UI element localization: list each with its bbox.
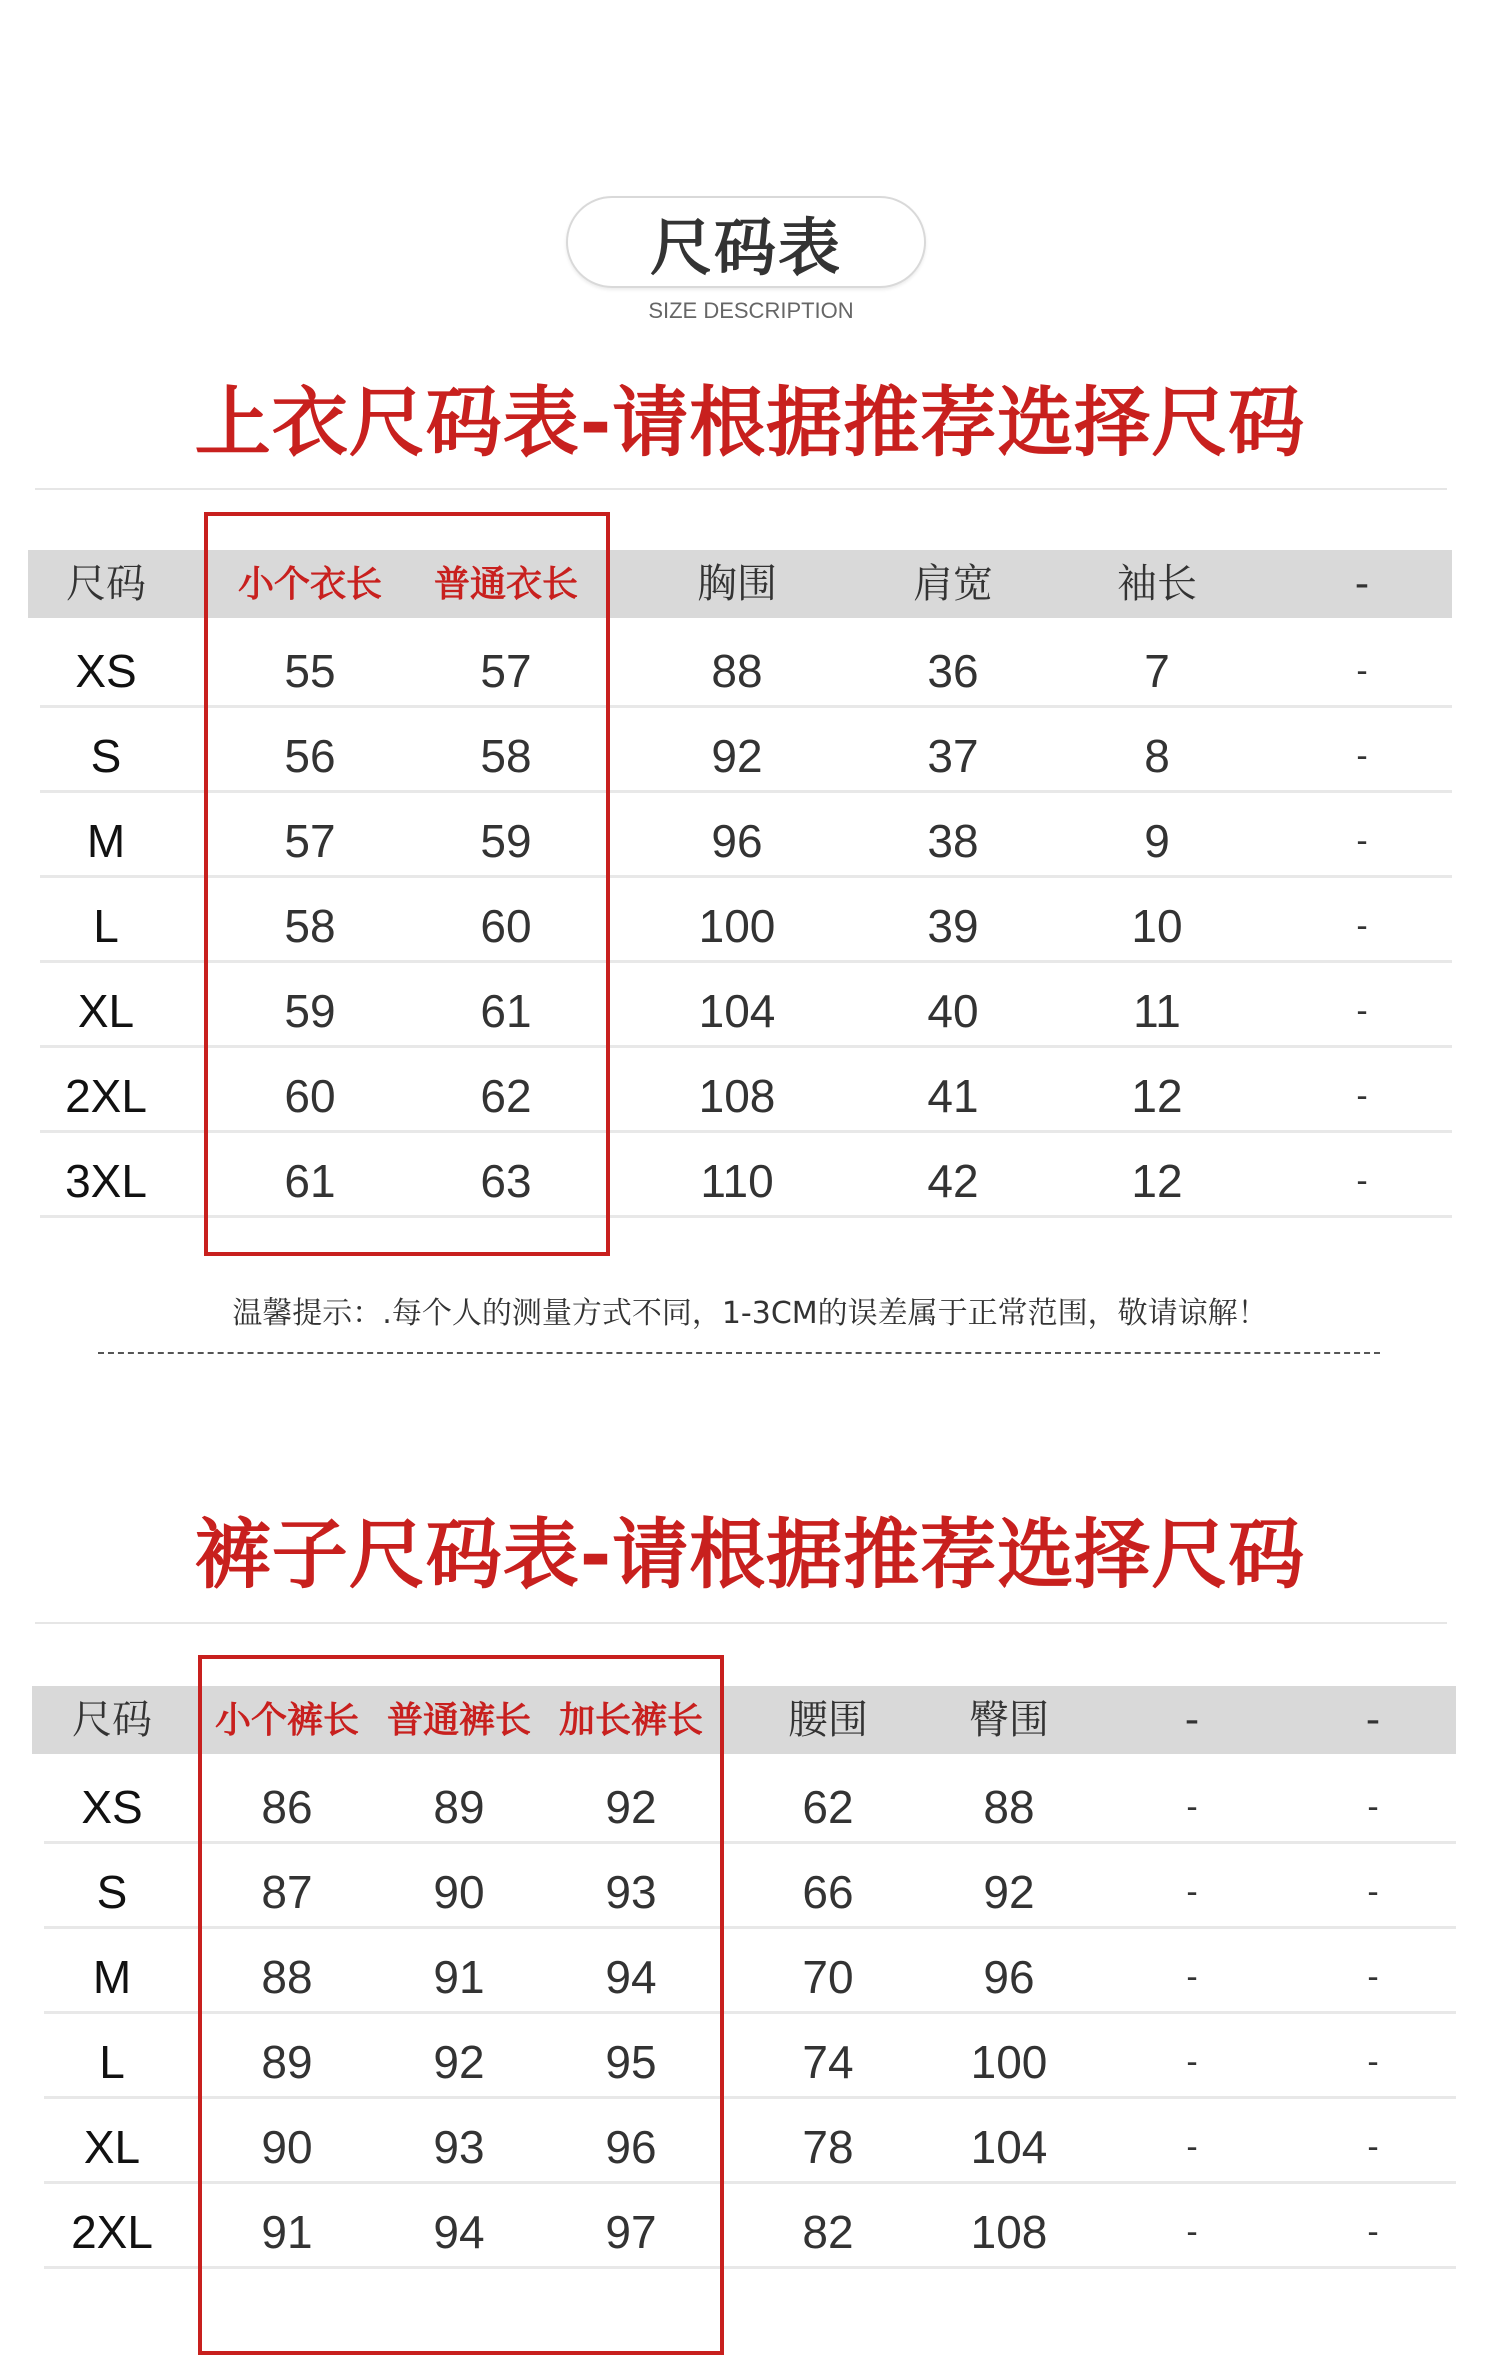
size-chart-title: 尺码表 bbox=[649, 210, 842, 284]
table-cell: - bbox=[1356, 652, 1368, 690]
table-cell: 100 bbox=[970, 2036, 1048, 2088]
size-label: XL bbox=[83, 2121, 141, 2173]
column-header: 普通裤长 bbox=[386, 1700, 532, 1741]
table-cell: 7 bbox=[1144, 645, 1170, 697]
table-cell: 56 bbox=[284, 730, 336, 782]
table-cell: 87 bbox=[261, 1866, 313, 1918]
table-cell: 10 bbox=[1131, 900, 1183, 952]
size-label: 2XL bbox=[65, 1070, 147, 1122]
column-header: 普通衣长 bbox=[433, 564, 579, 605]
table-cell: 92 bbox=[605, 1781, 657, 1833]
table-cell: 63 bbox=[480, 1155, 532, 1207]
table-cell: 41 bbox=[927, 1070, 979, 1122]
table-cell: 86 bbox=[261, 1781, 313, 1833]
table-cell: 61 bbox=[480, 985, 532, 1037]
table-cell: - bbox=[1186, 2043, 1198, 2081]
size-label: XS bbox=[75, 645, 137, 697]
measurement-note: 温馨提示：.每个人的测量方式不同，1-3CM的误差属于正常范围，敬请谅解！ bbox=[232, 1296, 1268, 1331]
size-chart-subtitle: SIZE DESCRIPTION bbox=[648, 298, 854, 323]
bottom-table-title: 裤子尺码表-请根据推荐选择尺码 bbox=[194, 1510, 1306, 1599]
size-label: 2XL bbox=[71, 2206, 153, 2258]
table-cell: 95 bbox=[605, 2036, 657, 2088]
table-cell: 57 bbox=[480, 645, 532, 697]
column-header: 加长裤长 bbox=[558, 1700, 704, 1741]
table-cell: - bbox=[1356, 1077, 1368, 1115]
table-cell: 66 bbox=[802, 1866, 854, 1918]
column-header: 尺码 bbox=[66, 561, 146, 607]
column-header: - bbox=[1365, 1697, 1381, 1743]
table-cell: 36 bbox=[927, 645, 979, 697]
table-cell: 11 bbox=[1133, 985, 1181, 1037]
table-cell: 90 bbox=[261, 2121, 313, 2173]
table-cell: 91 bbox=[261, 2206, 313, 2258]
table-cell: - bbox=[1186, 1958, 1198, 1996]
table-cell: 93 bbox=[433, 2121, 485, 2173]
table-cell: 38 bbox=[927, 815, 979, 867]
table-cell: - bbox=[1356, 737, 1368, 775]
table-cell: - bbox=[1367, 1958, 1379, 1996]
table-cell: - bbox=[1356, 822, 1368, 860]
table-cell: 12 bbox=[1131, 1070, 1183, 1122]
table-cell: 78 bbox=[802, 2121, 854, 2173]
table-cell: 55 bbox=[284, 645, 336, 697]
table-cell: 57 bbox=[284, 815, 336, 867]
table-cell: 88 bbox=[261, 1951, 313, 2003]
table-cell: 94 bbox=[605, 1951, 657, 2003]
table-cell: 9 bbox=[1144, 815, 1170, 867]
column-header: 腰围 bbox=[788, 1697, 868, 1743]
table-cell: - bbox=[1186, 2213, 1198, 2251]
table-cell: 92 bbox=[711, 730, 763, 782]
table-cell: - bbox=[1367, 1788, 1379, 1826]
table-cell: 96 bbox=[711, 815, 763, 867]
table-cell: 82 bbox=[802, 2206, 854, 2258]
size-label: M bbox=[92, 1951, 132, 2003]
table-cell: 88 bbox=[983, 1781, 1035, 1833]
column-header: - bbox=[1184, 1697, 1200, 1743]
table-cell: 89 bbox=[261, 2036, 313, 2088]
table-cell: - bbox=[1186, 1873, 1198, 1911]
table-cell: 104 bbox=[970, 2121, 1048, 2173]
size-label: L bbox=[93, 900, 119, 952]
table-cell: 96 bbox=[605, 2121, 657, 2173]
table-cell: 12 bbox=[1131, 1155, 1183, 1207]
column-header: 肩宽 bbox=[913, 561, 993, 607]
table-cell: 96 bbox=[983, 1951, 1035, 2003]
table-cell: 39 bbox=[927, 900, 979, 952]
table-cell: 70 bbox=[802, 1951, 854, 2003]
table-cell: 91 bbox=[433, 1951, 485, 2003]
table-cell: - bbox=[1356, 1162, 1368, 1200]
table-cell: - bbox=[1367, 2128, 1379, 2166]
top-table-title: 上衣尺码表-请根据推荐选择尺码 bbox=[194, 378, 1306, 467]
table-cell: 94 bbox=[433, 2206, 485, 2258]
size-label: S bbox=[90, 730, 122, 782]
size-label: XL bbox=[77, 985, 135, 1037]
size-label: 3XL bbox=[65, 1155, 147, 1207]
length-highlight-box bbox=[198, 1655, 724, 2355]
table-cell: 59 bbox=[284, 985, 336, 1037]
table-cell: 40 bbox=[927, 985, 979, 1037]
column-header: 胸围 bbox=[697, 561, 777, 607]
column-header: 尺码 bbox=[72, 1697, 152, 1743]
table-cell: 74 bbox=[802, 2036, 854, 2088]
table-cell: 37 bbox=[927, 730, 979, 782]
table-cell: 108 bbox=[970, 2206, 1048, 2258]
table-cell: 89 bbox=[433, 1781, 485, 1833]
table-cell: 88 bbox=[711, 645, 763, 697]
table-cell: 93 bbox=[605, 1866, 657, 1918]
size-label: S bbox=[96, 1866, 128, 1918]
table-cell: 104 bbox=[698, 985, 776, 1037]
table-cell: - bbox=[1186, 2128, 1198, 2166]
table-cell: - bbox=[1367, 2213, 1379, 2251]
table-cell: - bbox=[1186, 1788, 1198, 1826]
table-cell: 110 bbox=[700, 1155, 774, 1207]
table-cell: 108 bbox=[698, 1070, 776, 1122]
table-cell: 92 bbox=[983, 1866, 1035, 1918]
table-cell: 58 bbox=[284, 900, 336, 952]
table-cell: 100 bbox=[698, 900, 776, 952]
table-cell: 62 bbox=[480, 1070, 532, 1122]
table-cell: 97 bbox=[605, 2206, 657, 2258]
table-cell: - bbox=[1367, 1873, 1379, 1911]
size-label: M bbox=[86, 815, 126, 867]
column-header: - bbox=[1354, 561, 1370, 607]
table-cell: 59 bbox=[480, 815, 532, 867]
column-header: 臀围 bbox=[969, 1697, 1049, 1743]
table-cell: 62 bbox=[802, 1781, 854, 1833]
column-header: 小个裤长 bbox=[214, 1700, 360, 1741]
table-cell: 58 bbox=[480, 730, 532, 782]
table-cell: 92 bbox=[433, 2036, 485, 2088]
column-header: 小个衣长 bbox=[237, 564, 383, 605]
column-header: 袖长 bbox=[1117, 561, 1197, 607]
table-cell: - bbox=[1356, 992, 1368, 1030]
table-cell: - bbox=[1356, 907, 1368, 945]
table-cell: 42 bbox=[927, 1155, 979, 1207]
table-cell: 60 bbox=[480, 900, 532, 952]
table-cell: 90 bbox=[433, 1866, 485, 1918]
table-cell: 60 bbox=[284, 1070, 336, 1122]
table-cell: 61 bbox=[284, 1155, 336, 1207]
table-cell: 8 bbox=[1144, 730, 1170, 782]
size-label: L bbox=[99, 2036, 125, 2088]
table-cell: - bbox=[1367, 2043, 1379, 2081]
size-label: XS bbox=[81, 1781, 143, 1833]
